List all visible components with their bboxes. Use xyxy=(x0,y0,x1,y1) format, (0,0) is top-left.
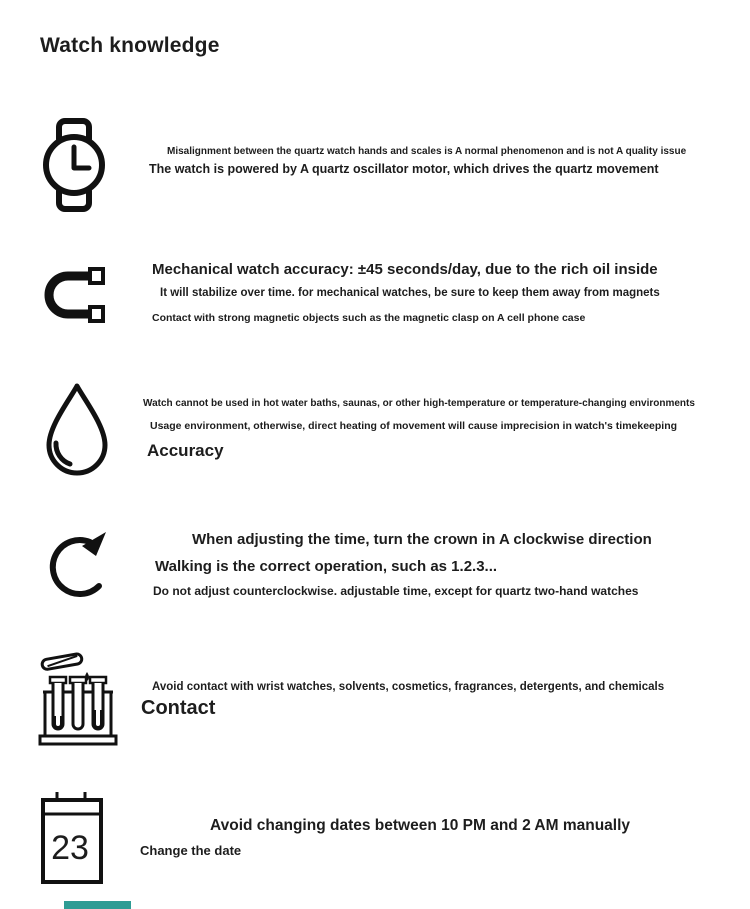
calendar-icon xyxy=(40,791,104,885)
water-drop-icon xyxy=(42,381,112,477)
magnet-note-line: Contact with strong magnetic objects such as the magnetic clasp on A cell phone case xyxy=(152,312,586,324)
test-tubes-icon xyxy=(38,648,118,748)
calendar-day-number: 23 xyxy=(51,829,89,867)
magnet-main-line: Mechanical watch accuracy: ±45 seconds/day, due to the rich oil inside xyxy=(152,261,658,278)
contact-heading: Contact xyxy=(141,697,216,719)
temperature-sub-line: Usage environment, otherwise, direct heating of movement will cause imprecision in watch's timekeeping xyxy=(150,420,678,432)
date-change-heading: Change the date xyxy=(140,843,242,858)
clockwise-arrow-icon xyxy=(44,528,112,604)
contact-note-line: Avoid contact with wrist watches, solvents, cosmetics, fragrances, detergents, and chemicals xyxy=(152,681,665,693)
page-title: Watch knowledge xyxy=(40,34,220,57)
date-change-main-line: Avoid changing dates between 10 PM and 2 AM manually xyxy=(210,817,631,834)
quartz-note-line: Misalignment between the quartz watch hands and scales is A normal phenomenon and is not A quality issue xyxy=(167,146,687,157)
bottom-accent-bar xyxy=(64,901,131,909)
accuracy-heading: Accuracy xyxy=(147,441,224,460)
wristwatch-icon xyxy=(36,117,112,213)
adjust-time-note-line: Do not adjust counterclockwise. adjustable time, except for quartz two-hand watches xyxy=(153,584,639,598)
adjust-time-sub-line: Walking is the correct operation, such as 1.2.3... xyxy=(155,558,498,575)
quartz-main-line: The watch is powered by A quartz oscillator motor, which drives the quartz movement xyxy=(149,162,659,176)
magnet-icon xyxy=(34,266,106,324)
temperature-note-line: Watch cannot be used in hot water baths, saunas, or other high-temperature or temperature-changing environments xyxy=(143,398,695,409)
adjust-time-main-line: When adjusting the time, turn the crown in A clockwise direction xyxy=(192,531,652,548)
magnet-sub-line: It will stabilize over time. for mechanical watches, be sure to keep them away from magnets xyxy=(160,287,660,299)
